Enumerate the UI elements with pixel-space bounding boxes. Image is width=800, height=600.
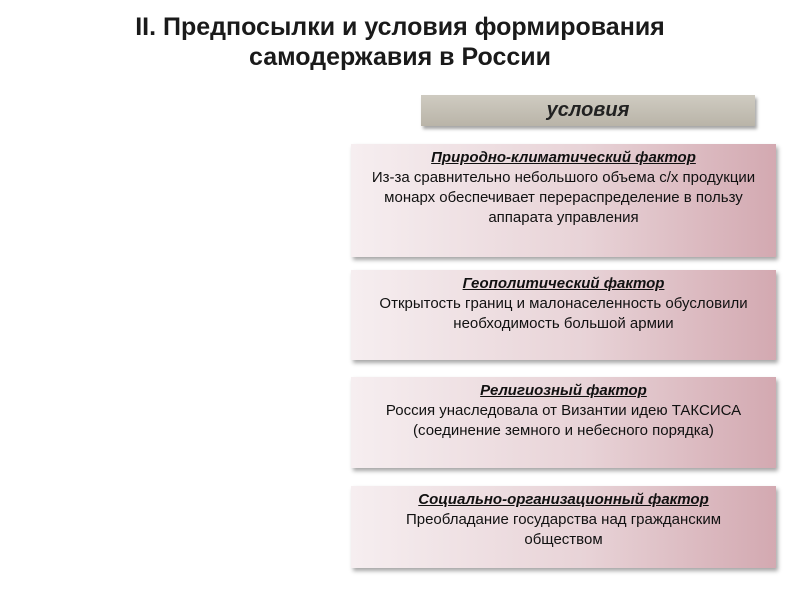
slide-title [40, 12, 760, 72]
factor-title: Социально-организационный фактор [418, 491, 709, 508]
factor-box-climatic [351, 144, 776, 257]
factor-title: Религиозный фактор [480, 382, 647, 399]
conditions-header [421, 95, 755, 126]
factor-box-religious [351, 377, 776, 468]
factor-title: Геополитический фактор [462, 275, 665, 292]
factor-text: Из-за сравнительно небольшого объема с/х продукции монарх обеспечивает перераспределение в пользу аппарата управления [371, 169, 756, 226]
factor-title: Природно-климатический фактор [431, 149, 696, 166]
factor-text: Преобладание государства над гражданским обществом [405, 511, 722, 548]
conditions-header-label: условия [546, 99, 630, 121]
factor-box-geopolitical [351, 270, 776, 360]
factor-text: Открытость границ и малонаселенность обусловили необходимость большой армии [379, 295, 748, 332]
slide-title-line-1: II. Предпосылки и условия формирования [135, 13, 665, 41]
factor-text: Россия унаследовала от Византии идею ТАКСИСА (соединение земного и небесного порядка) [385, 402, 742, 439]
slide-title-line-2: самодержавия в России [249, 43, 551, 71]
factor-box-social-organizational [351, 486, 776, 568]
